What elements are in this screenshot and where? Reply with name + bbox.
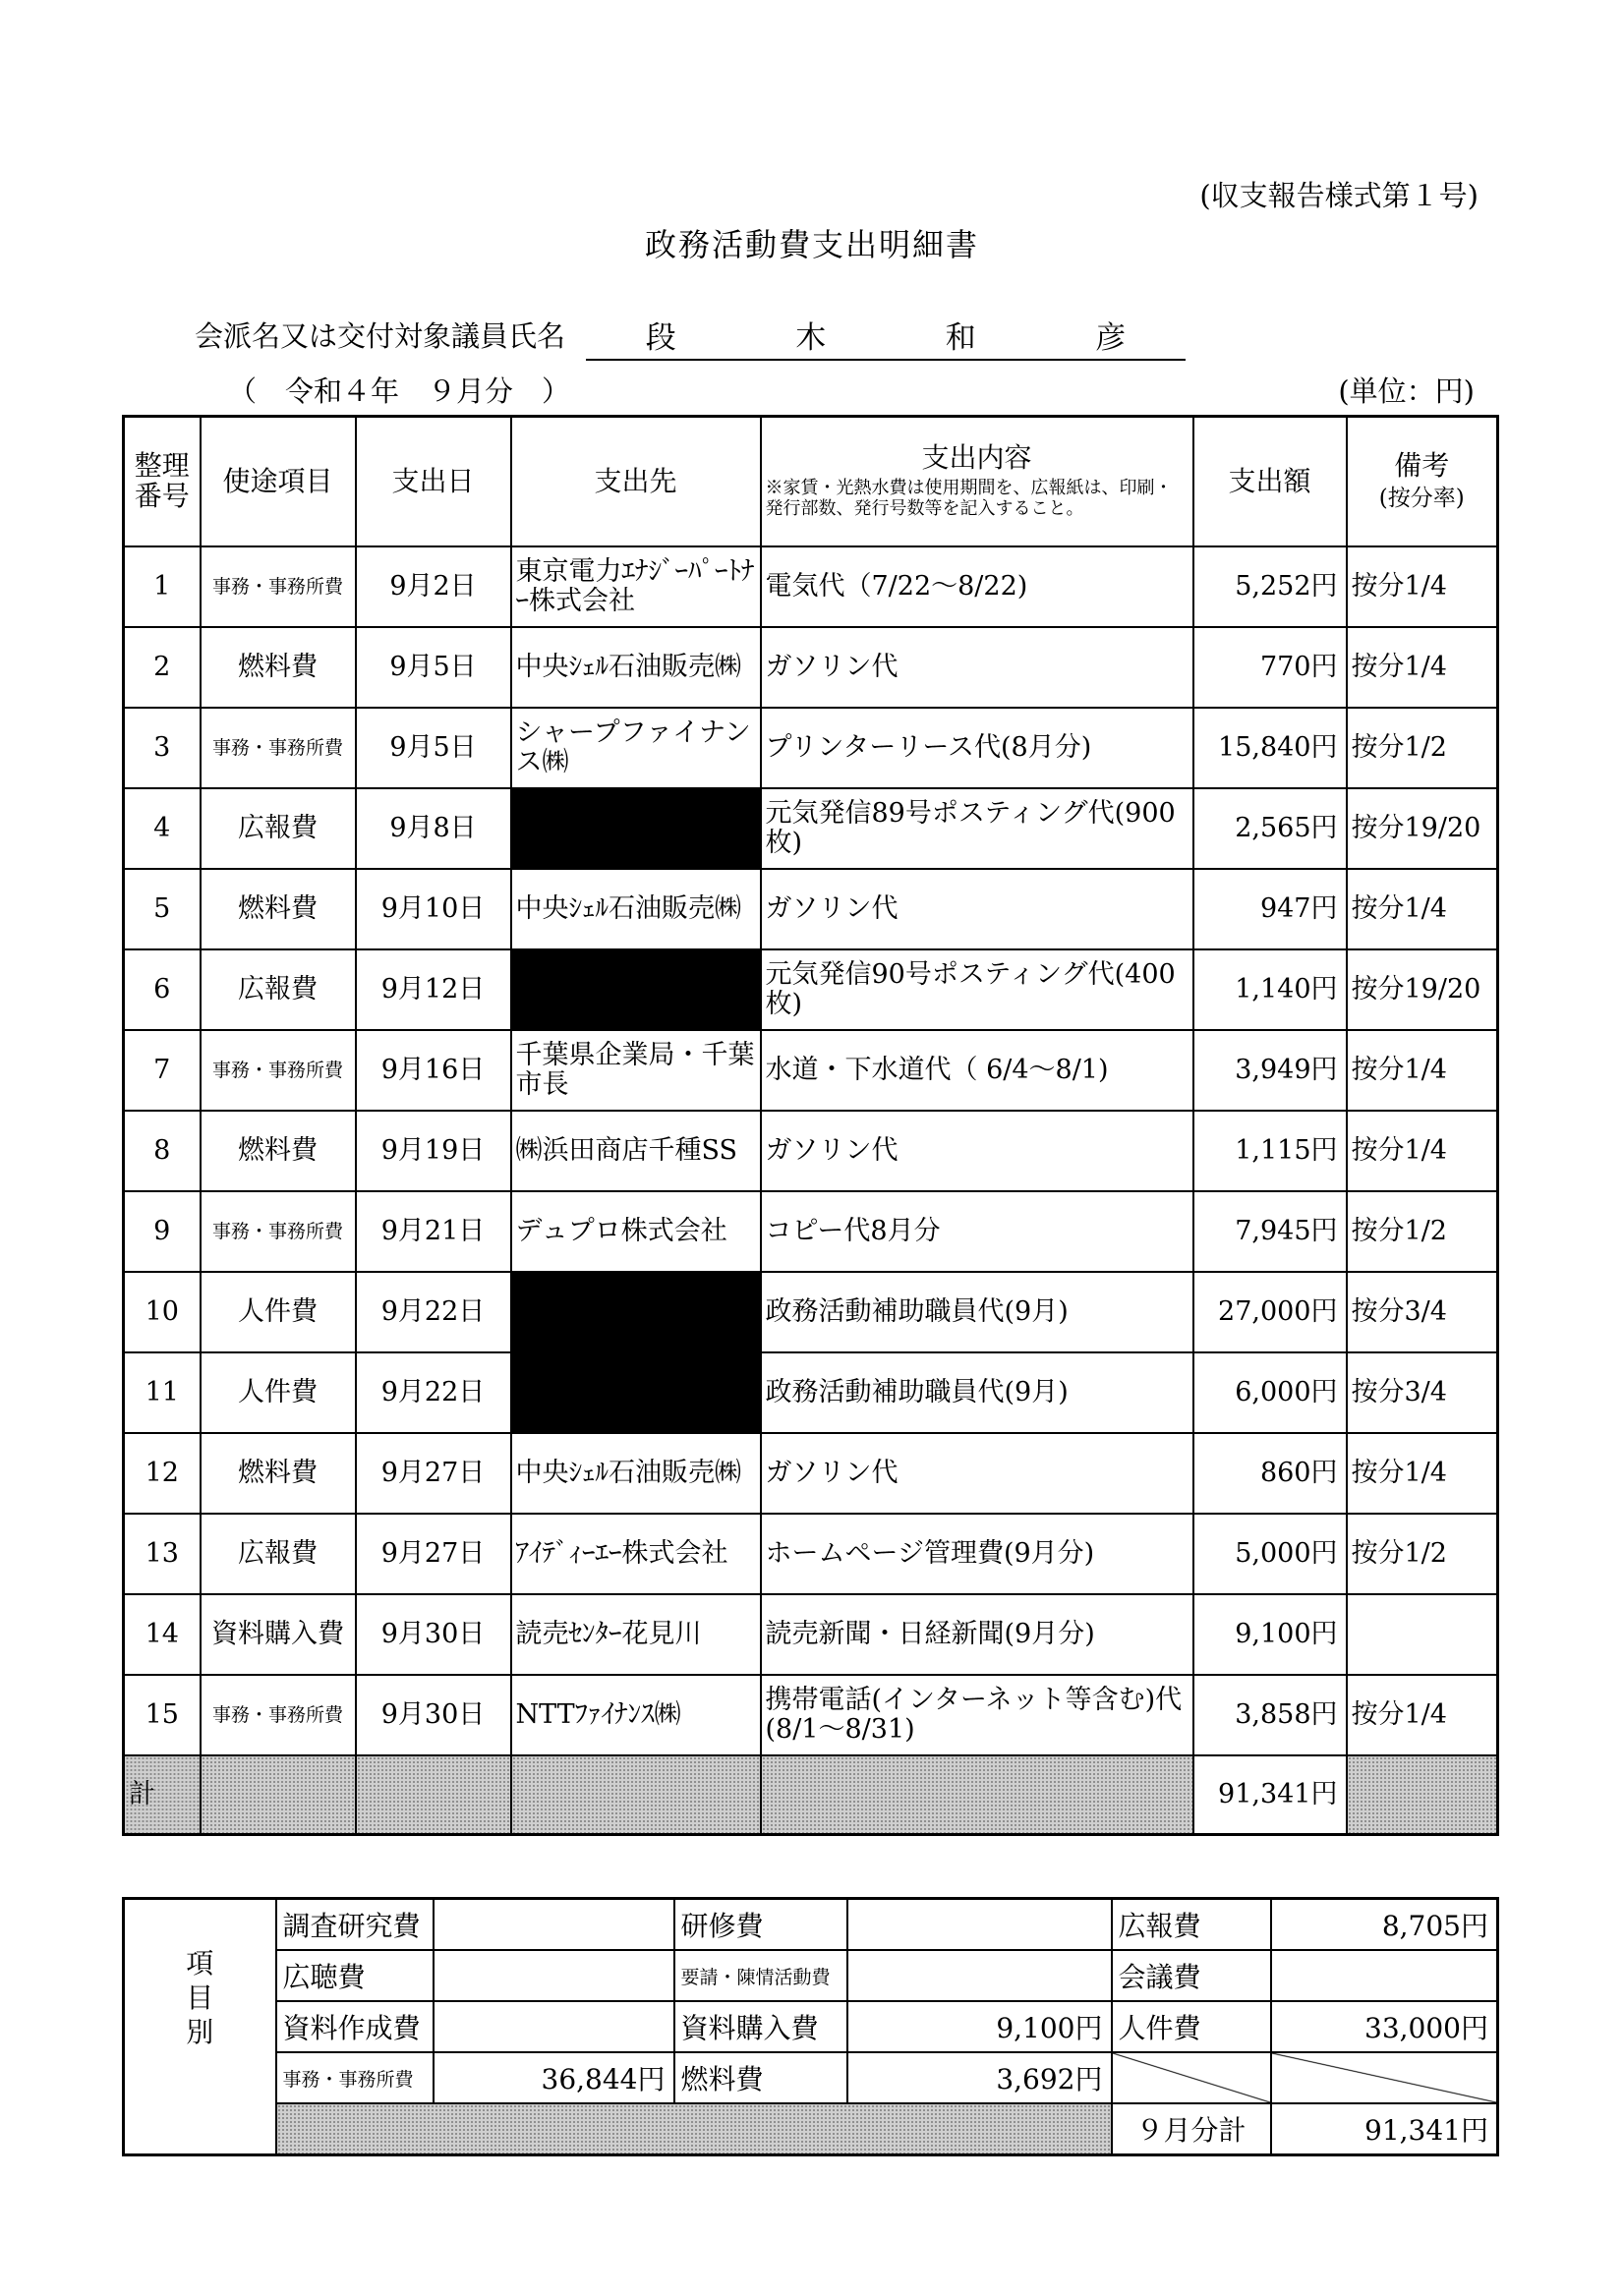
row-date: 9月8日 [356, 788, 511, 869]
table-row [124, 1514, 1498, 1594]
row-number: 10 [124, 1272, 201, 1352]
summary-label: 資料購入費 [674, 2001, 847, 2052]
row-contents: 元気発信89号ポスティング代(900枚) [761, 788, 1193, 869]
summary-value [1271, 1950, 1498, 2001]
row-remarks: 按分19/20 [1347, 788, 1498, 869]
col-header-payee: 支出先 [511, 417, 761, 547]
row-amount: 7,945円 [1193, 1191, 1347, 1272]
row-amount: 947円 [1193, 869, 1347, 949]
row-contents: ガソリン代 [761, 1111, 1193, 1191]
row-date: 9月22日 [356, 1272, 511, 1352]
row-contents: 元気発信90号ポスティング代(400枚) [761, 949, 1193, 1030]
table-header-row [124, 417, 1498, 547]
summary-shaded-filler [276, 2103, 1112, 2155]
row-remarks: 按分1/2 [1347, 1514, 1498, 1594]
row-date: 9月21日 [356, 1191, 511, 1272]
row-category: 事務・事務所費 [201, 1191, 356, 1272]
row-contents: ホームページ管理費(9月分) [761, 1514, 1193, 1594]
row-number: 6 [124, 949, 201, 1030]
table-row [124, 627, 1498, 708]
row-category: 燃料費 [201, 869, 356, 949]
by-category-label: 項 目 別 [124, 1899, 276, 2155]
summary-row [124, 1899, 1498, 1951]
total-filler [761, 1755, 1193, 1835]
row-remarks: 按分3/4 [1347, 1272, 1498, 1352]
row-number: 3 [124, 708, 201, 788]
total-filler [511, 1755, 761, 1835]
summary-value: 9,100円 [847, 2001, 1112, 2052]
reporting-period: （ 令和４年 ９月分 ） [228, 374, 571, 408]
row-remarks: 按分1/4 [1347, 1030, 1498, 1111]
table-row [124, 869, 1498, 949]
row-date: 9月27日 [356, 1433, 511, 1514]
summary-label: 会議費 [1112, 1950, 1271, 2001]
row-category: 資料購入費 [201, 1594, 356, 1675]
table-row [124, 949, 1498, 1030]
summary-label: 研修費 [674, 1899, 847, 1951]
row-payee: 中央ｼｪﾙ石油販売㈱ [511, 1433, 761, 1514]
summary-label: 燃料費 [674, 2052, 847, 2103]
row-remarks: 按分1/2 [1347, 1191, 1498, 1272]
summary-label: 事務・事務所費 [276, 2052, 434, 2103]
row-number: 2 [124, 627, 201, 708]
col-header-contents [761, 417, 1193, 547]
total-filler [201, 1755, 356, 1835]
monthly-total-value: 91,341円 [1271, 2103, 1498, 2155]
row-category: 広報費 [201, 949, 356, 1030]
category-summary-table [122, 1897, 1499, 2156]
row-date: 9月2日 [356, 546, 511, 627]
row-amount: 9,100円 [1193, 1594, 1347, 1675]
row-number: 5 [124, 869, 201, 949]
table-row [124, 1111, 1498, 1191]
row-payee: シャープファイナンス㈱ [511, 708, 761, 788]
remarks-header-label: 備考 [1394, 449, 1450, 483]
row-contents: コピー代8月分 [761, 1191, 1193, 1272]
row-payee: ㈱浜田商店千種SS [511, 1111, 761, 1191]
table-row [124, 788, 1498, 869]
total-row [124, 1755, 1498, 1835]
row-payee: NTTﾌｧｲﾅﾝｽ㈱ [511, 1675, 761, 1755]
summary-value [847, 1899, 1112, 1951]
table-row [124, 1272, 1498, 1352]
row-amount: 1,140円 [1193, 949, 1347, 1030]
summary-label: 人件費 [1112, 2001, 1271, 2052]
row-number: 11 [124, 1352, 201, 1433]
diagonal-cell [1112, 2052, 1271, 2103]
row-category: 燃料費 [201, 1111, 356, 1191]
col-header-category: 使途項目 [201, 417, 356, 547]
row-amount: 5,252円 [1193, 546, 1347, 627]
table-row [124, 1352, 1498, 1433]
row-remarks: 按分1/4 [1347, 1111, 1498, 1191]
row-date: 9月19日 [356, 1111, 511, 1191]
col-header-remarks [1347, 417, 1498, 547]
table-row [124, 1594, 1498, 1675]
row-date: 9月22日 [356, 1352, 511, 1433]
member-name [586, 313, 1186, 361]
row-number: 4 [124, 788, 201, 869]
row-number: 15 [124, 1675, 201, 1755]
row-number: 1 [124, 546, 201, 627]
table-row [124, 1030, 1498, 1111]
row-remarks: 按分1/4 [1347, 546, 1498, 627]
row-remarks: 按分1/4 [1347, 869, 1498, 949]
summary-value [847, 1950, 1112, 2001]
row-number: 12 [124, 1433, 201, 1514]
row-category: 燃料費 [201, 627, 356, 708]
row-remarks: 按分1/4 [1347, 627, 1498, 708]
expenditure-table [122, 415, 1499, 1836]
row-contents: プリンターリース代(8月分) [761, 708, 1193, 788]
row-remarks: 按分19/20 [1347, 949, 1498, 1030]
form-number: (収支報告様式第１号) [1199, 179, 1479, 212]
summary-row [124, 2052, 1498, 2103]
contents-header-note: ※家賃・光熱水費は使用期間を、広報紙は、印刷・発行部数、発行号数等を記入すること。 [765, 477, 1173, 520]
row-contents: 電気代（7/22～8/22) [761, 546, 1193, 627]
table-row [124, 1433, 1498, 1514]
row-amount: 6,000円 [1193, 1352, 1347, 1433]
member-name-char: 彦 [1095, 320, 1127, 356]
col-header-no: 整理 番号 [124, 417, 201, 547]
row-amount: 1,115円 [1193, 1111, 1347, 1191]
redacted-payee [511, 1272, 761, 1352]
row-payee: 読売ｾﾝﾀｰ花見川 [511, 1594, 761, 1675]
row-number: 13 [124, 1514, 201, 1594]
summary-value: 33,000円 [1271, 2001, 1498, 2052]
summary-value [434, 1950, 674, 2001]
row-number: 9 [124, 1191, 201, 1272]
redacted-payee [511, 788, 761, 869]
summary-label: 広報費 [1112, 1899, 1271, 1951]
row-amount: 15,840円 [1193, 708, 1347, 788]
row-amount: 3,858円 [1193, 1675, 1347, 1755]
summary-label: 調査研究費 [276, 1899, 434, 1951]
summary-row [124, 2001, 1498, 2052]
summary-row [124, 1950, 1498, 2001]
col-header-amount: 支出額 [1193, 417, 1347, 547]
total-filler [356, 1755, 511, 1835]
contents-header-label: 支出内容 [921, 441, 1032, 474]
col-header-date: 支出日 [356, 417, 511, 547]
table-row [124, 1675, 1498, 1755]
row-category: 燃料費 [201, 1433, 356, 1514]
row-remarks: 按分1/4 [1347, 1675, 1498, 1755]
summary-value: 36,844円 [434, 2052, 674, 2103]
row-contents: 携帯電話(インターネット等含む)代 (8/1～8/31) [761, 1675, 1193, 1755]
summary-value: 3,692円 [847, 2052, 1112, 2103]
row-date: 9月16日 [356, 1030, 511, 1111]
document-title: 政務活動費支出明細書 [644, 226, 979, 263]
total-amount: 91,341円 [1193, 1755, 1347, 1835]
summary-label: 要請・陳情活動費 [674, 1950, 847, 2001]
member-name-char: 和 [945, 320, 976, 356]
row-contents: ガソリン代 [761, 627, 1193, 708]
summary-value [434, 2001, 674, 2052]
summary-total-row [124, 2103, 1498, 2155]
row-amount: 5,000円 [1193, 1514, 1347, 1594]
row-date: 9月12日 [356, 949, 511, 1030]
monthly-total-label: ９月分計 [1112, 2103, 1271, 2155]
row-category: 事務・事務所費 [201, 1030, 356, 1111]
table-row [124, 708, 1498, 788]
row-amount: 2,565円 [1193, 788, 1347, 869]
row-payee: デュプロ株式会社 [511, 1191, 761, 1272]
row-number: 14 [124, 1594, 201, 1675]
row-category: 広報費 [201, 788, 356, 869]
table-row [124, 1191, 1498, 1272]
redacted-payee [511, 1352, 761, 1433]
row-remarks: 按分1/4 [1347, 1433, 1498, 1514]
row-date: 9月10日 [356, 869, 511, 949]
row-payee: ｱｲﾃﾞｨｰｴｰ株式会社 [511, 1514, 761, 1594]
summary-value: 8,705円 [1271, 1899, 1498, 1951]
row-contents: 政務活動補助職員代(9月) [761, 1272, 1193, 1352]
row-amount: 770円 [1193, 627, 1347, 708]
row-number: 8 [124, 1111, 201, 1191]
total-filler [1347, 1755, 1498, 1835]
row-date: 9月30日 [356, 1675, 511, 1755]
summary-label: 資料作成費 [276, 2001, 434, 2052]
total-label: 計 [124, 1755, 201, 1835]
member-label: 会派名又は交付対象議員氏名 [195, 319, 566, 353]
remarks-header-sub: (按分率) [1378, 486, 1465, 511]
member-name-char: 段 [645, 320, 676, 356]
summary-value [434, 1899, 674, 1951]
row-date: 9月5日 [356, 627, 511, 708]
row-number: 7 [124, 1030, 201, 1111]
row-contents: ガソリン代 [761, 1433, 1193, 1514]
row-remarks: 按分3/4 [1347, 1352, 1498, 1433]
row-contents: 読売新聞・日経新聞(9月分) [761, 1594, 1193, 1675]
row-date: 9月30日 [356, 1594, 511, 1675]
row-payee: 東京電力ｴﾅｼﾞｰﾊﾟｰﾄﾅｰ株式会社 [511, 546, 761, 627]
row-category: 事務・事務所費 [201, 546, 356, 627]
table-row [124, 546, 1498, 627]
row-category: 事務・事務所費 [201, 1675, 356, 1755]
row-date: 9月27日 [356, 1514, 511, 1594]
summary-label: 広聴費 [276, 1950, 434, 2001]
row-category: 広報費 [201, 1514, 356, 1594]
row-contents: 政務活動補助職員代(9月) [761, 1352, 1193, 1433]
member-name-char: 木 [795, 320, 827, 356]
row-amount: 860円 [1193, 1433, 1347, 1514]
diagonal-cell [1271, 2052, 1498, 2103]
row-payee: 中央ｼｪﾙ石油販売㈱ [511, 869, 761, 949]
row-date: 9月5日 [356, 708, 511, 788]
row-remarks: 按分1/2 [1347, 708, 1498, 788]
row-amount: 27,000円 [1193, 1272, 1347, 1352]
row-remarks [1347, 1594, 1498, 1675]
redacted-payee [511, 949, 761, 1030]
row-amount: 3,949円 [1193, 1030, 1347, 1111]
unit-note: (単位：円) [1338, 374, 1475, 408]
row-payee: 中央ｼｪﾙ石油販売㈱ [511, 627, 761, 708]
row-contents: 水道・下水道代（ 6/4～8/1) [761, 1030, 1193, 1111]
row-category: 人件費 [201, 1352, 356, 1433]
row-contents: ガソリン代 [761, 869, 1193, 949]
row-category: 人件費 [201, 1272, 356, 1352]
row-category: 事務・事務所費 [201, 708, 356, 788]
row-payee: 千葉県企業局・千葉市長 [511, 1030, 761, 1111]
